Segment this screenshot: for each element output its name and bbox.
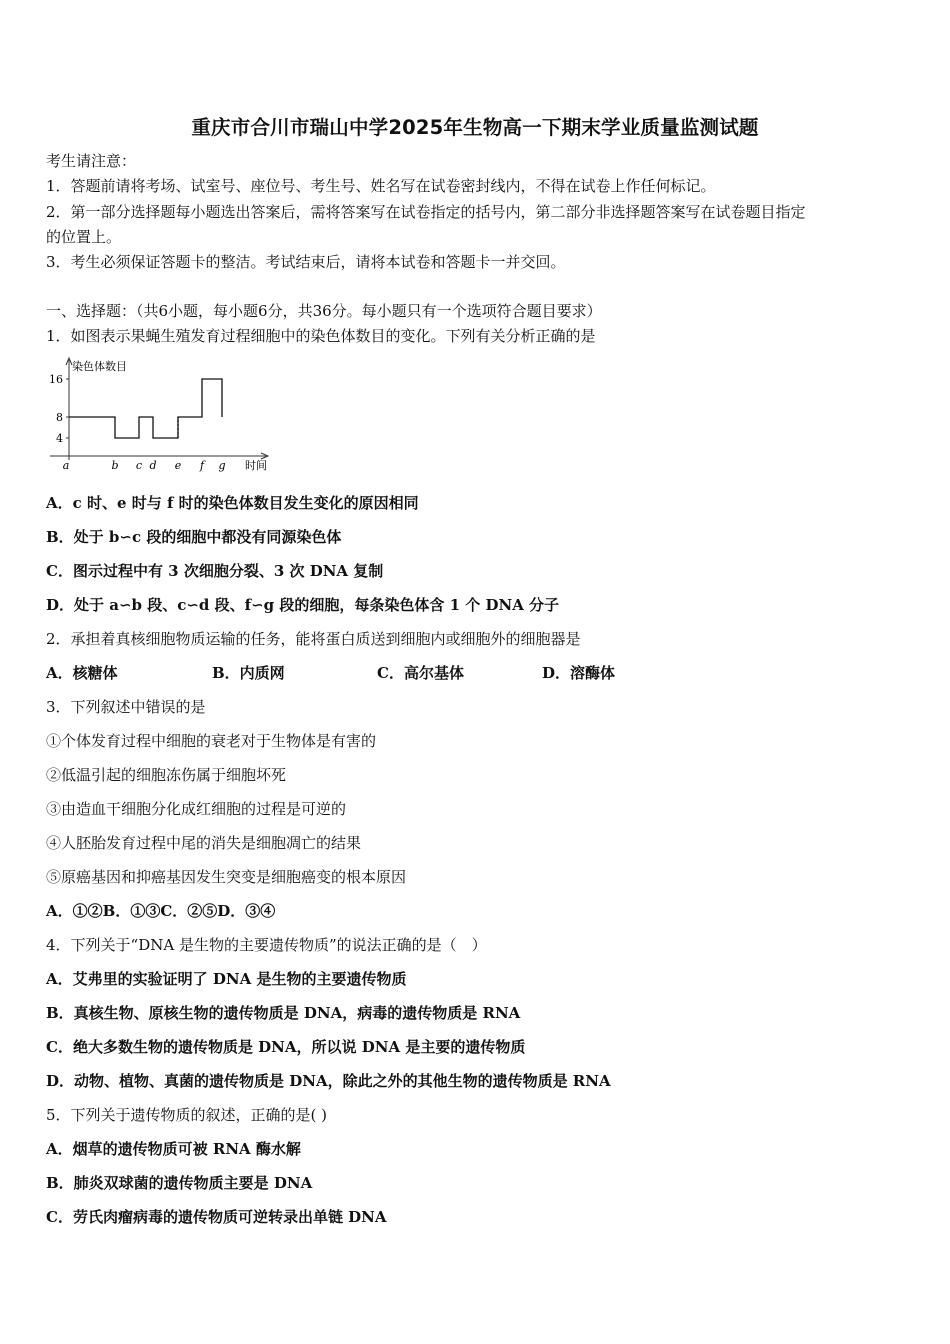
chart-axes (49, 358, 268, 472)
q3-statement-5: ⑤原癌基因和抑癌基因发生突变是细胞癌变的根本原因 (46, 868, 407, 886)
q2-option-a: A．核糖体 (46, 664, 118, 682)
q4-option-c: C．绝大多数生物的遗传物质是 DNA，所以说 DNA 是主要的遗传物质 (46, 1038, 526, 1056)
notice-item-1: 1．答题前请将考场、试室号、座位号、考生号、姓名写在试卷密封线内，不得在试卷上作任何标记。 (46, 177, 716, 195)
q2-option-c: C．高尔基体 (377, 664, 464, 682)
chart-x-tick-label: b (111, 459, 119, 472)
chart-y-tick-label: 4 (56, 432, 63, 445)
chart-x-tick-label: f (199, 459, 205, 472)
q5-stem: 5．下列关于遗传物质的叙述，正确的是( ) (46, 1106, 328, 1124)
q1-option-d: D．处于 a∽b 段、c∽d 段、f∽g 段的细胞，每条染色体含 1 个 DNA 分子 (46, 596, 560, 614)
q5-option-c: C．劳氏肉瘤病毒的遗传物质可逆转录出单链 DNA (46, 1208, 387, 1226)
chart-x-tick-label: g (218, 459, 226, 472)
chart-marks (69, 379, 222, 438)
chart-x-tick-label: c (135, 459, 143, 472)
chart-y-tick-label: 8 (56, 411, 63, 424)
q1-option-b: B．处于 b∽c 段的细胞中都没有同源染色体 (46, 528, 342, 546)
q4-option-b: B．真核生物、原核生物的遗传物质是 DNA，病毒的遗传物质是 RNA (46, 1004, 521, 1022)
q2-option-b: B．内质网 (212, 664, 285, 682)
q1-stem: 1．如图表示果蝇生殖发育过程细胞中的染色体数目的变化。下列有关分析正确的是 (46, 327, 596, 345)
q3-options: A．①②B．①③C．②⑤D．③④ (46, 902, 276, 920)
q4-option-d: D．动物、植物、真菌的遗传物质是 DNA，除此之外的其他生物的遗传物质是 RNA (46, 1072, 611, 1090)
q3-statement-3: ③由造血干细胞分化成红细胞的过程是可逆的 (46, 800, 347, 818)
q4-stem: 4．下列关于“DNA 是生物的主要遗传物质”的说法正确的是（ ） (46, 936, 487, 954)
q5-option-b: B．肺炎双球菌的遗传物质主要是 DNA (46, 1174, 313, 1192)
chart-x-tick-label: a (62, 459, 70, 472)
q1-option-c: C．图示过程中有 3 次细胞分裂、3 次 DNA 复制 (46, 562, 384, 580)
chart-xlabel: 时间 (245, 459, 267, 472)
q3-statement-4: ④人胚胎发育过程中尾的消失是细胞凋亡的结果 (46, 834, 362, 852)
q2-option-d: D．溶酶体 (542, 664, 616, 682)
chart-x-tick-label: e (174, 459, 182, 472)
q5-option-a: A．烟草的遗传物质可被 RNA 酶水解 (46, 1140, 301, 1158)
q3-statement-2: ②低温引起的细胞冻伤属于细胞坏死 (46, 766, 287, 784)
q3-statement-1: ①个体发育过程中细胞的衰老对于生物体是有害的 (46, 732, 377, 750)
notice-heading: 考生请注意： (46, 152, 137, 170)
q2-stem: 2．承担着真核细胞物质运输的任务，能将蛋白质送到细胞内或细胞外的细胞器是 (46, 630, 581, 648)
q3-stem: 3．下列叙述中错误的是 (46, 698, 206, 716)
chart-x-tick-label: d (149, 459, 157, 472)
q4-option-a: A．艾弗里的实验证明了 DNA 是生物的主要遗传物质 (46, 970, 407, 988)
chart-series-line (69, 379, 222, 438)
q1-option-a: A．c 时、e 时与 f 时的染色体数目发生变化的原因相同 (46, 494, 419, 512)
notice-item-2: 2．第一部分选择题每小题选出答案后，需将答案写在试卷指定的括号内，第二部分非选择题答案写在试卷题目指定 (46, 203, 806, 221)
chromosome-chart (42, 354, 282, 476)
section-heading: 一、选择题：（共6小题，每小题6分，共36分。每小题只有一个选项符合题目要求） (46, 302, 602, 320)
chart-y-tick-label: 16 (49, 373, 63, 386)
page-title: 重庆市合川市瑞山中学2025年生物高一下期末学业质量监测试题 (191, 116, 759, 139)
q2-options (46, 663, 906, 683)
notice-item-3: 3．考生必须保证答题卡的整洁。考试结束后，请将本试卷和答题卡一并交回。 (46, 253, 566, 271)
notice-item-2-cont: 的位置上。 (46, 228, 122, 246)
chart-ylabel: 染色体数目 (72, 360, 127, 373)
